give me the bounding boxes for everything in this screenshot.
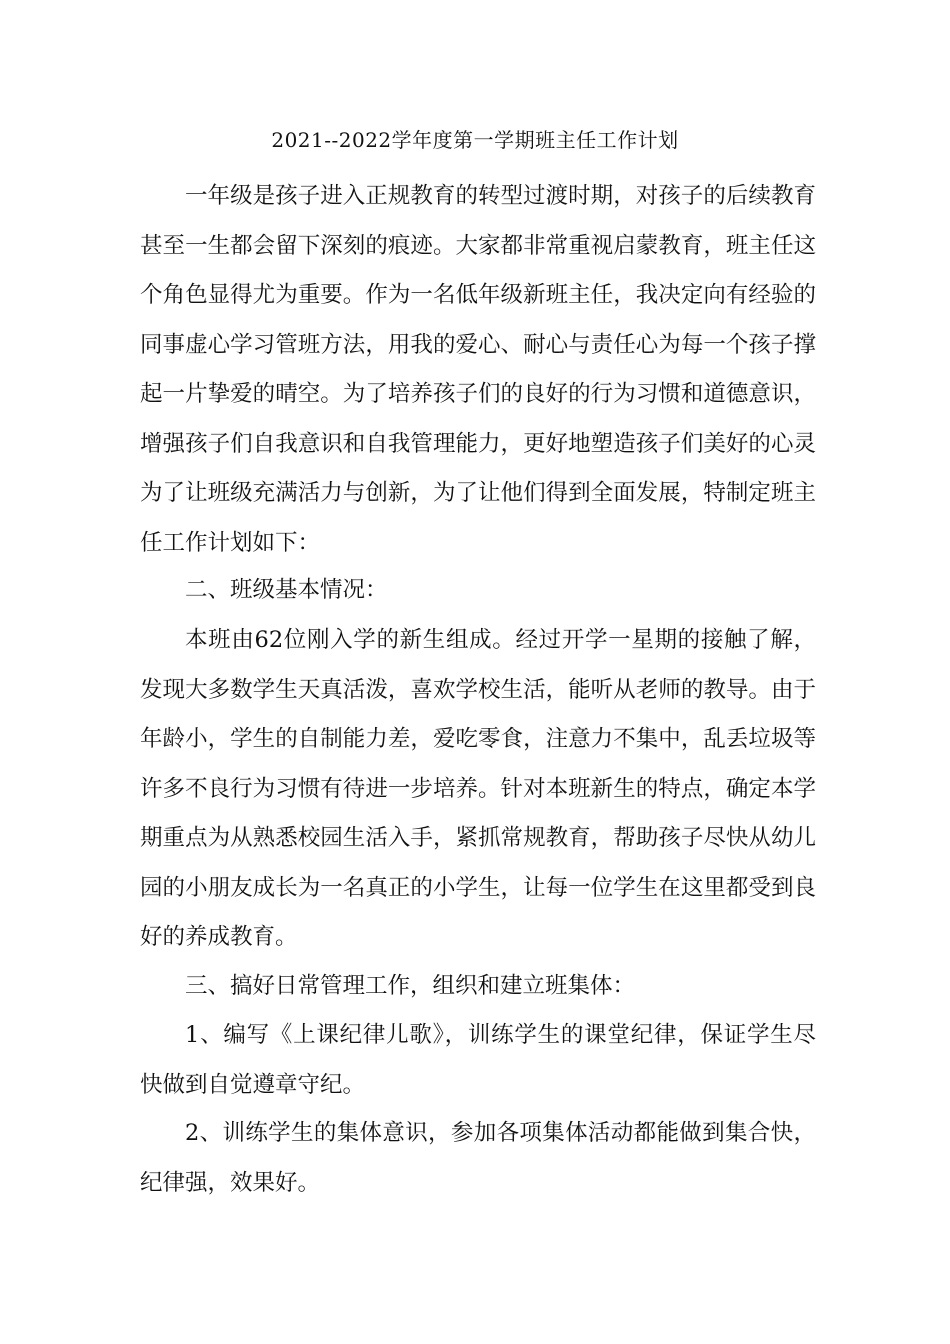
class-situation-paragraph: 本班由62位刚入学的新生组成。经过开学一星期的接触了解，发现大多数学生天真活泼，喜欢学校生活，能听从老师的教导。由于年龄小，学生的自制能力差，爱吃零食，注意力不集中，乱丢垃圾等许多不良行为习惯有待进一步培养。针对本班新生的特点，确定本学期重点为从熟悉校园生活入手，紧抓常规教育，帮助孩子尽快从幼儿园的小朋友成长为一名真正的小学生，让每一位学生在这里都受到良好的养成教育。 (140, 627, 816, 950)
intro-paragraph: 一年级是孩子进入正规教育的转型过渡时期，对孩子的后续教育甚至一生都会留下深刻的痕迹。大家都非常重视启蒙教育，班主任这个角色显得尤为重要。作为一名低年级新班主任，我决定向有经验的同事虚心学习管班方法，用我的爱心、耐心与责任心为每一个孩子撑起一片挚爱的晴空。为了培养孩子们的良好的行为习惯和道德意识，增强孩子们自我意识和自我管理能力，更好地塑造孩子们美好的心灵为了让班级充满活力与创新，为了让他们得到全面发展，特制定班主任工作计划如下： (140, 183, 816, 556)
list-item-discipline-song: 1、编写《上课纪律儿歌》，训练学生的课堂纪律，保证学生尽快做到自觉遵章守纪。 (140, 1022, 816, 1098)
section-heading-daily-management: 三、搞好日常管理工作，组织和建立班集体： (185, 973, 636, 999)
document-title: 2021--2022学年度第一学期班主任工作计划 (271, 128, 679, 152)
section-heading-class-situation: 二、班级基本情况： (185, 577, 388, 603)
list-item-collective-awareness: 2、训练学生的集体意识，参加各项集体活动都能做到集合快，纪律强，效果好。 (140, 1120, 816, 1196)
